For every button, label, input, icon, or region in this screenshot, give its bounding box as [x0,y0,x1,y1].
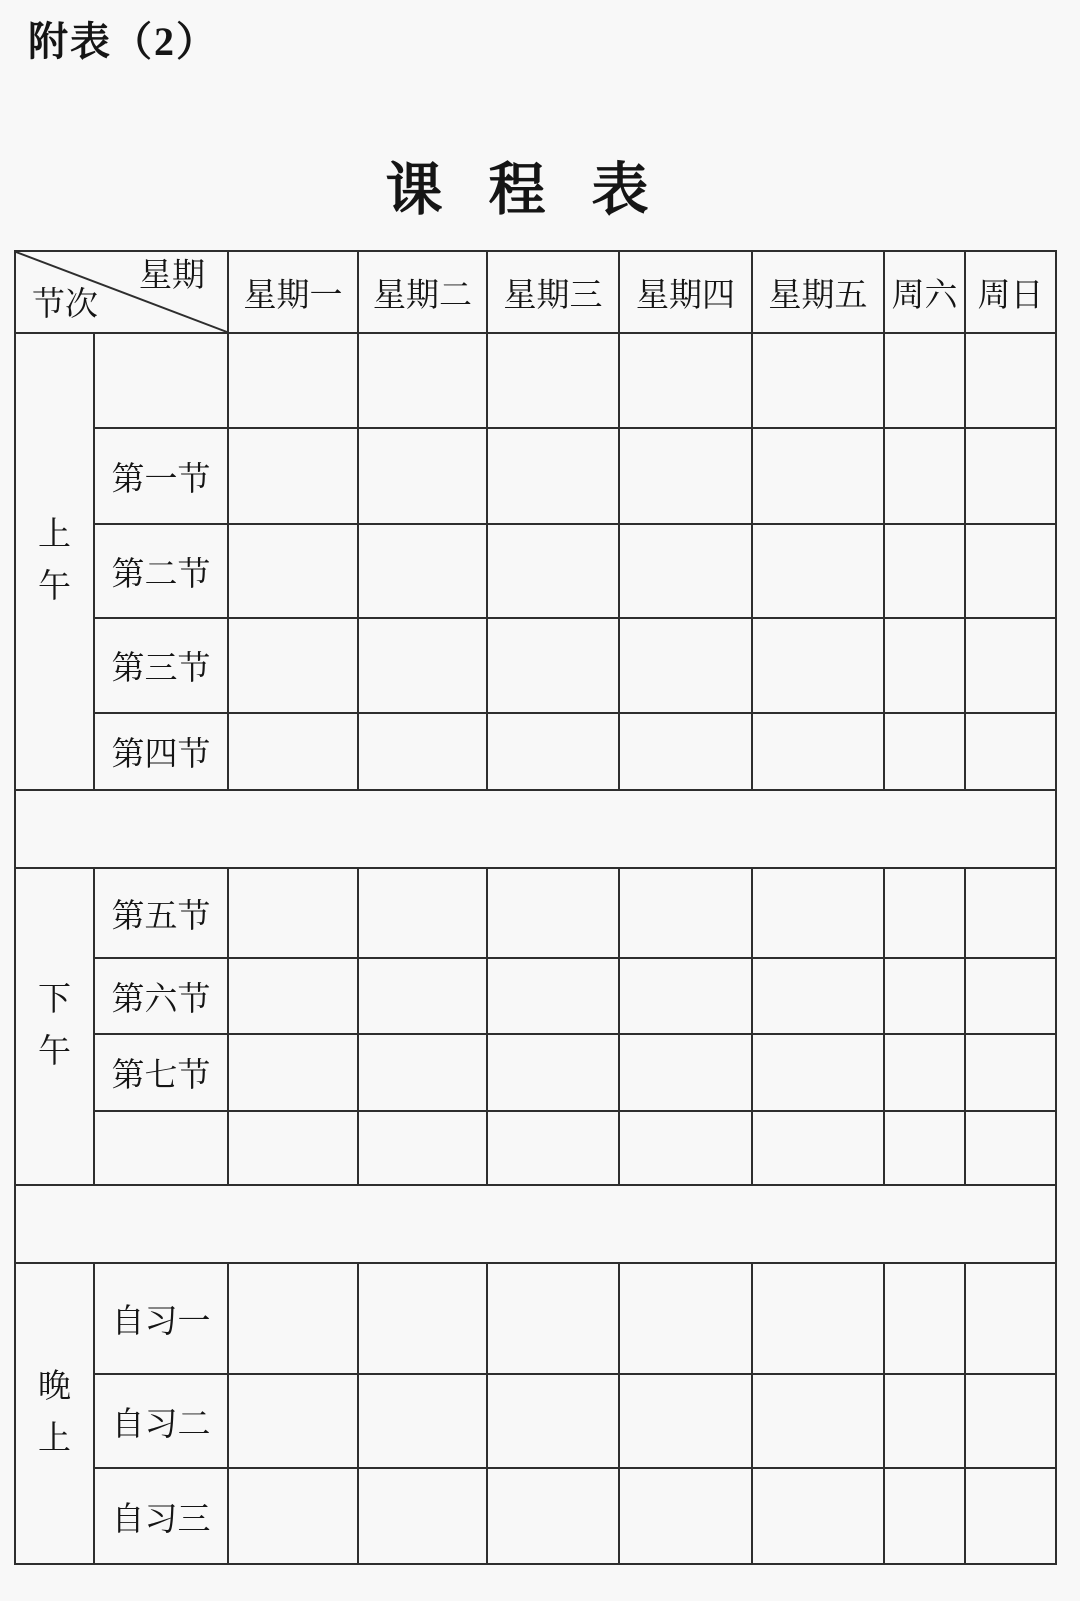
schedule-cell [884,1263,965,1374]
morning-row-4 [15,713,1056,790]
break-row-1 [15,790,1056,868]
schedule-cell [965,1468,1056,1564]
period-label: 第六节 [94,958,228,1034]
period-label [94,333,228,428]
evening-row-0 [15,1263,1056,1374]
schedule-cell [487,958,619,1034]
schedule-cell [884,1374,965,1468]
schedule-cell [619,618,752,713]
schedule-cell [619,1468,752,1564]
morning-row-1 [15,428,1056,524]
afternoon-row-1 [15,958,1056,1034]
schedule-cell [965,868,1056,958]
schedule-cell [884,868,965,958]
day-header-thursday: 星期四 [619,251,752,333]
schedule-cell [752,713,884,790]
schedule-cell [884,1468,965,1564]
schedule-cell [228,524,358,618]
schedule-cell [884,524,965,618]
corner-week-label: 星期 [139,258,205,294]
day-header-friday: 星期五 [752,251,884,333]
period-label: 第四节 [94,713,228,790]
schedule-cell [228,1374,358,1468]
schedule-cell [358,1034,487,1111]
schedule-cell [487,1034,619,1111]
schedule-cell [358,1263,487,1374]
schedule-cell [358,868,487,958]
schedule-cell [619,1034,752,1111]
schedule-cell [965,1111,1056,1185]
schedule-cell [619,524,752,618]
schedule-cell [884,428,965,524]
schedule-cell [487,1263,619,1374]
schedule-cell [752,1034,884,1111]
morning-row-2 [15,524,1056,618]
schedule-cell [228,1263,358,1374]
schedule-cell [752,428,884,524]
schedule-cell [228,1034,358,1111]
schedule-cell [752,524,884,618]
period-label: 第二节 [94,524,228,618]
header-row [15,251,1056,333]
schedule-cell [358,428,487,524]
schedule-cell [228,958,358,1034]
schedule-cell [487,868,619,958]
schedule-cell [884,958,965,1034]
schedule-cell [619,958,752,1034]
schedule-cell [619,1374,752,1468]
schedule-cell [752,868,884,958]
schedule-cell [619,1111,752,1185]
period-label [94,1111,228,1185]
period-label: 自习三 [94,1468,228,1564]
schedule-cell [752,333,884,428]
section-label-morning: 上午 [15,333,94,790]
day-header-tuesday: 星期二 [358,251,487,333]
schedule-cell [358,958,487,1034]
schedule-cell [965,1374,1056,1468]
schedule-cell [358,1111,487,1185]
schedule-cell [228,333,358,428]
schedule-cell [619,428,752,524]
schedule-cell [965,428,1056,524]
schedule-cell [358,1468,487,1564]
schedule-cell [619,333,752,428]
period-label: 第三节 [94,618,228,713]
schedule-cell [487,618,619,713]
schedule-cell [752,618,884,713]
schedule-cell [752,1468,884,1564]
schedule-cell [965,958,1056,1034]
schedule-cell [358,713,487,790]
afternoon-row-3 [15,1111,1056,1185]
schedule-cell [965,1263,1056,1374]
schedule-cell [228,618,358,713]
section-label-afternoon: 下午 [15,868,94,1185]
schedule-cell [965,618,1056,713]
schedule-cell [228,713,358,790]
appendix-label: 附表（2） [28,19,218,64]
schedule-cell [965,713,1056,790]
schedule-cell [228,868,358,958]
day-header-saturday: 周六 [884,251,965,333]
schedule-cell [487,524,619,618]
corner-period-label: 节次 [32,287,98,323]
timetable [14,250,1057,1565]
corner-cell [15,251,228,333]
schedule-cell [884,1034,965,1111]
period-label: 自习一 [94,1263,228,1374]
schedule-cell [487,1374,619,1468]
evening-row-2 [15,1468,1056,1564]
schedule-cell [228,1468,358,1564]
schedule-cell [752,1111,884,1185]
break-row-cell [15,790,1056,868]
schedule-cell [228,428,358,524]
morning-row-3 [15,618,1056,713]
schedule-cell [619,868,752,958]
period-label: 第一节 [94,428,228,524]
schedule-cell [965,1034,1056,1111]
schedule-cell [487,333,619,428]
schedule-cell [752,958,884,1034]
schedule-cell [358,333,487,428]
period-label: 第七节 [94,1034,228,1111]
schedule-cell [487,1111,619,1185]
afternoon-row-2 [15,1034,1056,1111]
afternoon-row-0 [15,868,1056,958]
schedule-cell [487,1468,619,1564]
schedule-cell [884,713,965,790]
evening-row-1 [15,1374,1056,1468]
schedule-cell [228,1111,358,1185]
schedule-cell [965,333,1056,428]
page-title: 课程表 [385,159,695,222]
day-header-wednesday: 星期三 [487,251,619,333]
schedule-cell [487,428,619,524]
schedule-cell [358,618,487,713]
day-header-monday: 星期一 [228,251,358,333]
schedule-cell [884,333,965,428]
schedule-cell [884,1111,965,1185]
schedule-cell [752,1374,884,1468]
schedule-cell [752,1263,884,1374]
day-header-sunday: 周日 [965,251,1056,333]
break-row-cell [15,1185,1056,1263]
morning-row-0 [15,333,1056,428]
schedule-cell [619,713,752,790]
schedule-cell [487,713,619,790]
break-row-2 [15,1185,1056,1263]
section-label-evening: 晚上 [15,1263,94,1564]
schedule-cell [358,524,487,618]
schedule-cell [965,524,1056,618]
schedule-cell [884,618,965,713]
schedule-cell [619,1263,752,1374]
period-label: 第五节 [94,868,228,958]
schedule-cell [358,1374,487,1468]
period-label: 自习二 [94,1374,228,1468]
